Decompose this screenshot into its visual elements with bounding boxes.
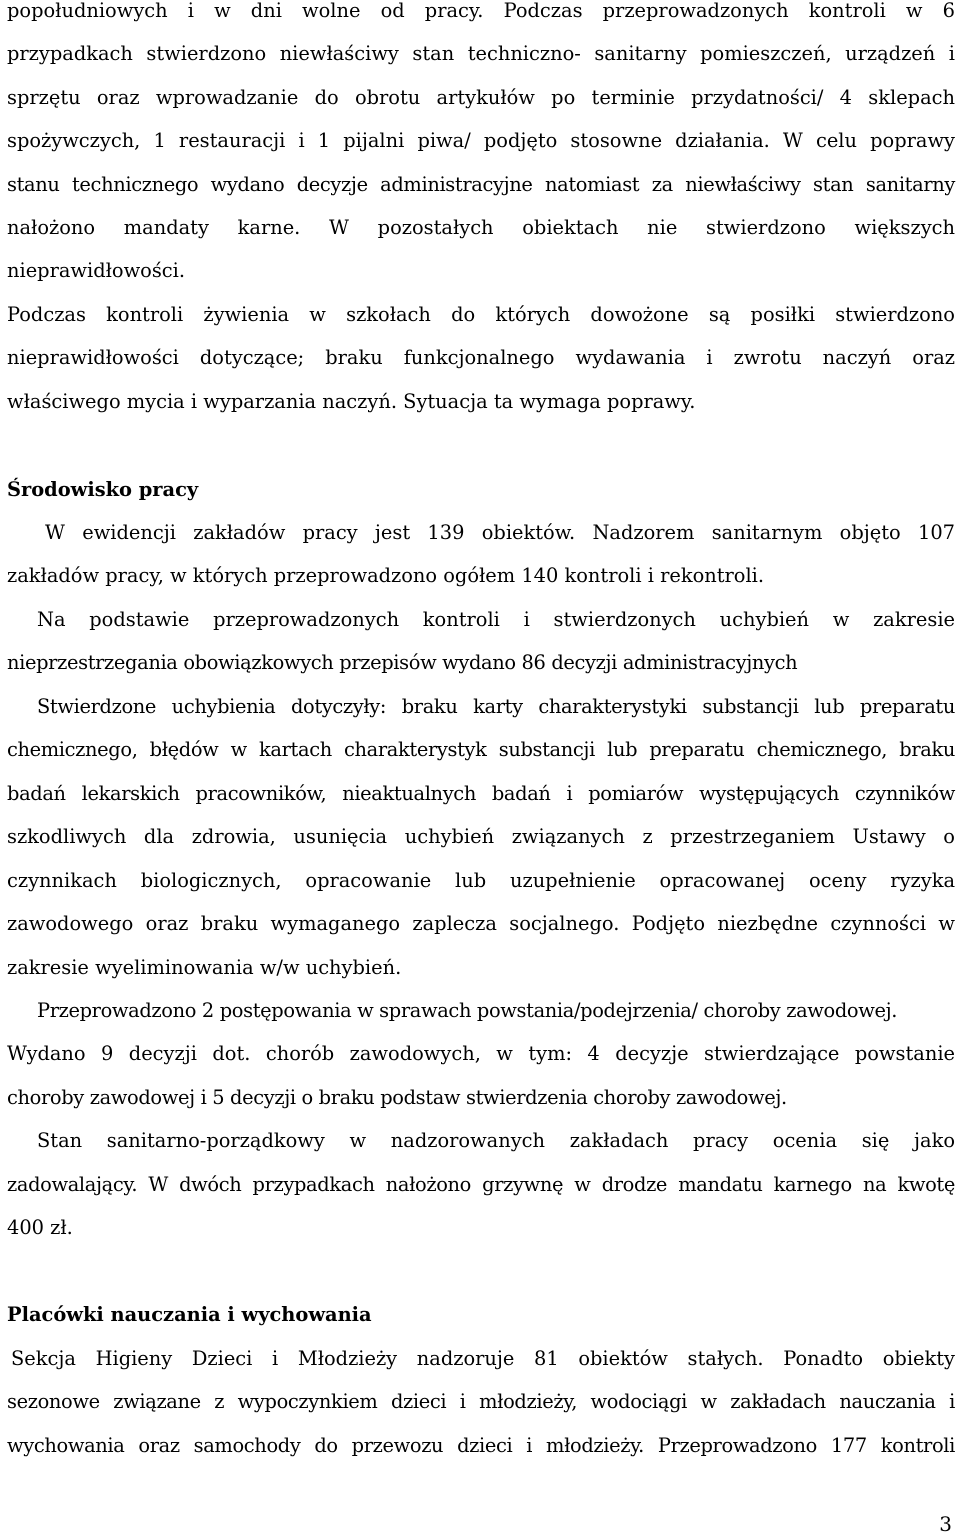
- text-line: Podczas kontroli żywienia w szkołach do których dowożone są posiłki stwierdzono: [7, 303, 955, 326]
- text-line: spożywczych, 1 restauracji i 1 pijalni piwa/ podjęto stosowne działania. W celu poprawy: [7, 129, 955, 152]
- text-line: zadowalający. W dwóch przypadkach nałożono grzywnę w drodze mandatu karnego na kwotę: [7, 1173, 955, 1196]
- text-line: wychowania oraz samochody do przewozu dzieci i młodzieży. Przeprowadzono 177 kontroli: [7, 1434, 955, 1457]
- text-line: zakładów pracy, w których przeprowadzono ogółem 140 kontroli i rekontroli.: [7, 564, 765, 587]
- text-line: nałożono mandaty karne. W pozostałych obiektach nie stwierdzono większych: [7, 216, 955, 239]
- text-line: Na podstawie przeprowadzonych kontroli i stwierdzonych uchybień w zakresie: [37, 608, 955, 631]
- text-line: właściwego mycia i wyparzania naczyń. Sytuacja ta wymaga poprawy.: [7, 390, 696, 413]
- section-heading-schools: Placówki nauczania i wychowania: [7, 1303, 372, 1326]
- text-line: choroby zawodowej i 5 decyzji o braku podstaw stwierdzenia choroby zawodowej.: [7, 1086, 787, 1109]
- text-line: chemicznego, błędów w kartach charakterystyk substancji lub preparatu chemicznego, braku: [7, 738, 955, 761]
- text-line: sprzętu oraz wprowadzanie do obrotu artykułów po terminie przydatności/ 4 sklepach: [7, 86, 955, 109]
- text-line: Wydano 9 decyzji dot. chorób zawodowych, w tym: 4 decyzje stwierdzające powstanie: [7, 1042, 955, 1065]
- text-line: nieprawidłowości.: [7, 259, 186, 282]
- text-line: przypadkach stwierdzono niewłaściwy stan techniczno- sanitarny pomieszczeń, urządzeń i: [7, 42, 955, 65]
- text-line: zakresie wyeliminowania w/w uchybień.: [7, 956, 402, 979]
- text-line: szkodliwych dla zdrowia, usunięcia uchybień związanych z przestrzeganiem Ustawy o: [7, 825, 955, 848]
- text-line: zawodowego oraz braku wymaganego zaplecza socjalnego. Podjęto niezbędne czynności w: [7, 912, 955, 935]
- text-line: nieprzestrzegania obowiązkowych przepisów wydano 86 decyzji administracyjnych: [7, 651, 798, 674]
- section-heading-workplace: Środowisko pracy: [7, 478, 199, 501]
- text-line: Sekcja Higieny Dzieci i Młodzieży nadzoruje 81 obiektów stałych. Ponadto obiekty: [11, 1347, 955, 1370]
- text-line: W ewidencji zakładów pracy jest 139 obiektów. Nadzorem sanitarnym objęto 107: [45, 521, 955, 544]
- text-line: sezonowe związane z wypoczynkiem dzieci i młodzieży, wodociągi w zakładach nauczania i: [7, 1390, 955, 1413]
- text-line: czynnikach biologicznych, opracowanie lub uzupełnienie opracowanej oceny ryzyka: [7, 869, 955, 892]
- text-line: stanu technicznego wydano decyzje administracyjne natomiast za niewłaściwy stan sanitarny: [7, 173, 955, 196]
- text-line: Stwierdzone uchybienia dotyczyły: braku karty charakterystyki substancji lub preparatu: [37, 695, 955, 718]
- text-line: nieprawidłowości dotyczące; braku funkcjonalnego wydawania i zwrotu naczyń oraz: [7, 346, 955, 369]
- text-line: popołudniowych i w dni wolne od pracy. Podczas przeprowadzonych kontroli w 6: [7, 0, 955, 22]
- text-line: badań lekarskich pracowników, nieaktualnych badań i pomiarów występujących czynników: [7, 782, 955, 805]
- text-line: 400 zł.: [7, 1216, 73, 1239]
- text-line: Stan sanitarno-porządkowy w nadzorowanych zakładach pracy ocenia się jako: [37, 1129, 955, 1152]
- page-number: 3: [939, 1512, 952, 1536]
- text-line: Przeprowadzono 2 postępowania w sprawach powstania/podejrzenia/ choroby zawodowej.: [37, 999, 898, 1022]
